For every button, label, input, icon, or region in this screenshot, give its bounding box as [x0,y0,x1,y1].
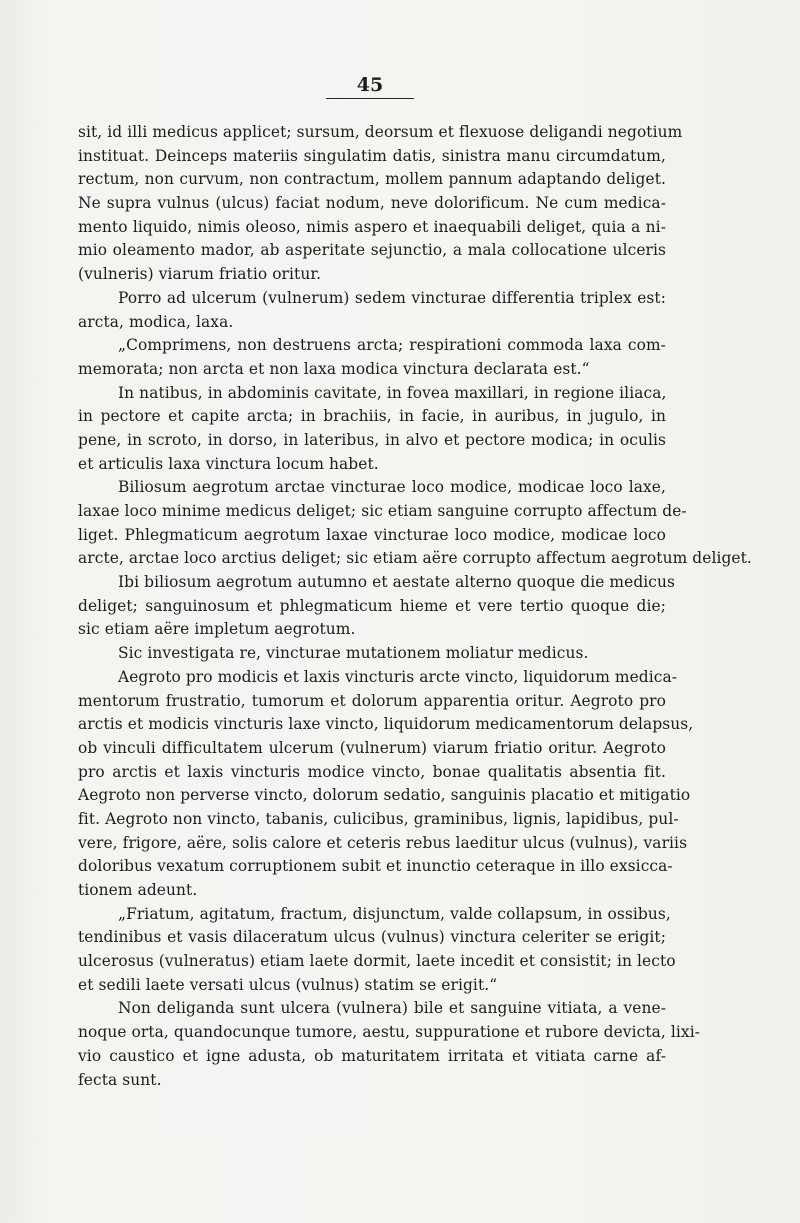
text-line: sit, id illi medicus applicet; sursum, deorsum et flexuose deligandi negotium [78,123,683,141]
text-line: tionem adeunt. [78,881,198,899]
text-line: fecta sunt. [78,1070,162,1089]
body-text [78,121,752,1092]
text-line: rectum, non curvum, non contractum, mollem pannum adaptando deliget. [78,170,666,189]
text-line: laxae loco minime medicus deliget; sic etiam sanguine corrupto affectum de- [78,502,687,520]
text-line: in pectore et capite arcta; in brachiis, in facie, in auribus, in jugulo, in [78,407,666,426]
text-line: mio oleamento mador, ab asperitate sejunctio, a mala collocatione ulceris [78,241,666,260]
text-line: (vulneris) viarum friatio oritur. [78,265,322,284]
text-line: „Comprimens, non destruens arcta; respirationi commoda laxa com- [118,336,666,355]
text-line: instituat. Deinceps materiis singulatim datis, sinistra manu circumdatum, [78,146,666,165]
text-line: liget. Phlegmaticum aegrotum laxae vincturae loco modice, modicae loco [78,525,666,544]
text-line: vere, frigore, aëre, solis calore et ceteris rebus laeditur ulcus (vulnus), variis [78,833,688,852]
text-line: et articulis laxa vinctura locum habet. [78,454,379,473]
text-line: mento liquido, nimis oleoso, nimis aspero et inaequabili deliget, quia a ni- [78,217,666,236]
text-line: Ne supra vulnus (ulcus) faciat nodum, neve dolorificum. Ne cum medica- [78,194,666,213]
text-line: vio caustico et igne adusta, ob maturitatem irritata et vitiata carne af- [78,1046,666,1065]
text-line: Aegroto non perverse vincto, dolorum sedatio, sanguinis placatio et mitigatio [78,786,691,805]
text-line: deliget; sanguinosum et phlegmaticum hieme et vere tertio quoque die; [78,596,666,615]
text-line: mentorum frustratio, tumorum et dolorum apparentia oritur. Aegroto pro [78,691,666,710]
text-line: „Friatum, agitatum, fractum, disjunctum, valde collapsum, in ossibus, [118,904,671,923]
text-line: et sedili laete versati ulcus (vulnus) statim se erigit.“ [78,975,498,994]
text-line: Aegroto pro modicis et laxis vincturis arcte vincto, liquidorum medica- [118,667,678,686]
text-line: pene, in scroto, in dorso, in lateribus, in alvo et pectore modica; in oculis [78,430,666,449]
text-line: arcte, arctae loco arctius deliget; sic etiam aëre corrupto affectum aegrotum deliget. [78,549,752,568]
text-line: arcta, modica, laxa. [78,312,234,331]
text-line: Non deliganda sunt ulcera (vulnera) bile et sanguine vitiata, a vene- [118,999,666,1018]
text-line: doloribus vexatum corruptionem subit et inunctio ceteraque in illo exsicca- [78,857,673,876]
text-line: noque orta, quandocunque tumore, aestu, suppuratione et rubore devicta, lixi- [78,1023,701,1042]
text-line: Biliosum aegrotum arctae vincturae loco modice, modicae loco laxe, [118,478,666,497]
text-line: memorata; non arcta et non laxa modica vinctura declarata est.“ [78,359,590,378]
text-line: Sic investigata re, vincturae mutationem moliatur medicus. [118,644,589,663]
text-line: ulcerosus (vulneratus) etiam laete dormit, laete incedit et consistit; in lecto [78,952,676,971]
text-line: fit. Aegroto non vincto, tabanis, culicibus, graminibus, lignis, lapidibus, pul- [78,809,679,828]
page-number: 45 [326,74,414,99]
text-line: ob vinculi difficultatem ulcerum (vulnerum) viarum friatio oritur. Aegroto [78,738,666,757]
text-line: In natibus, in abdominis cavitate, in fovea maxillari, in regione iliaca, [118,383,667,402]
text-line: arctis et modicis vincturis laxe vincto, liquidorum medicamentorum delapsus, [78,715,694,734]
text-line: tendinibus et vasis dilaceratum ulcus (vulnus) vinctura celeriter se erigit; [78,928,666,947]
text-line: pro arctis et laxis vincturis modice vincto, bonae qualitatis absentia fit. [78,762,666,781]
text-line: Porro ad ulcerum (vulnerum) sedem vincturae differentia triplex est: [118,288,666,307]
text-line: Ibi biliosum aegrotum autumno et aestate alterno quoque die medicus [118,573,676,592]
text-line: sic etiam aëre impletum aegrotum. [78,620,356,639]
